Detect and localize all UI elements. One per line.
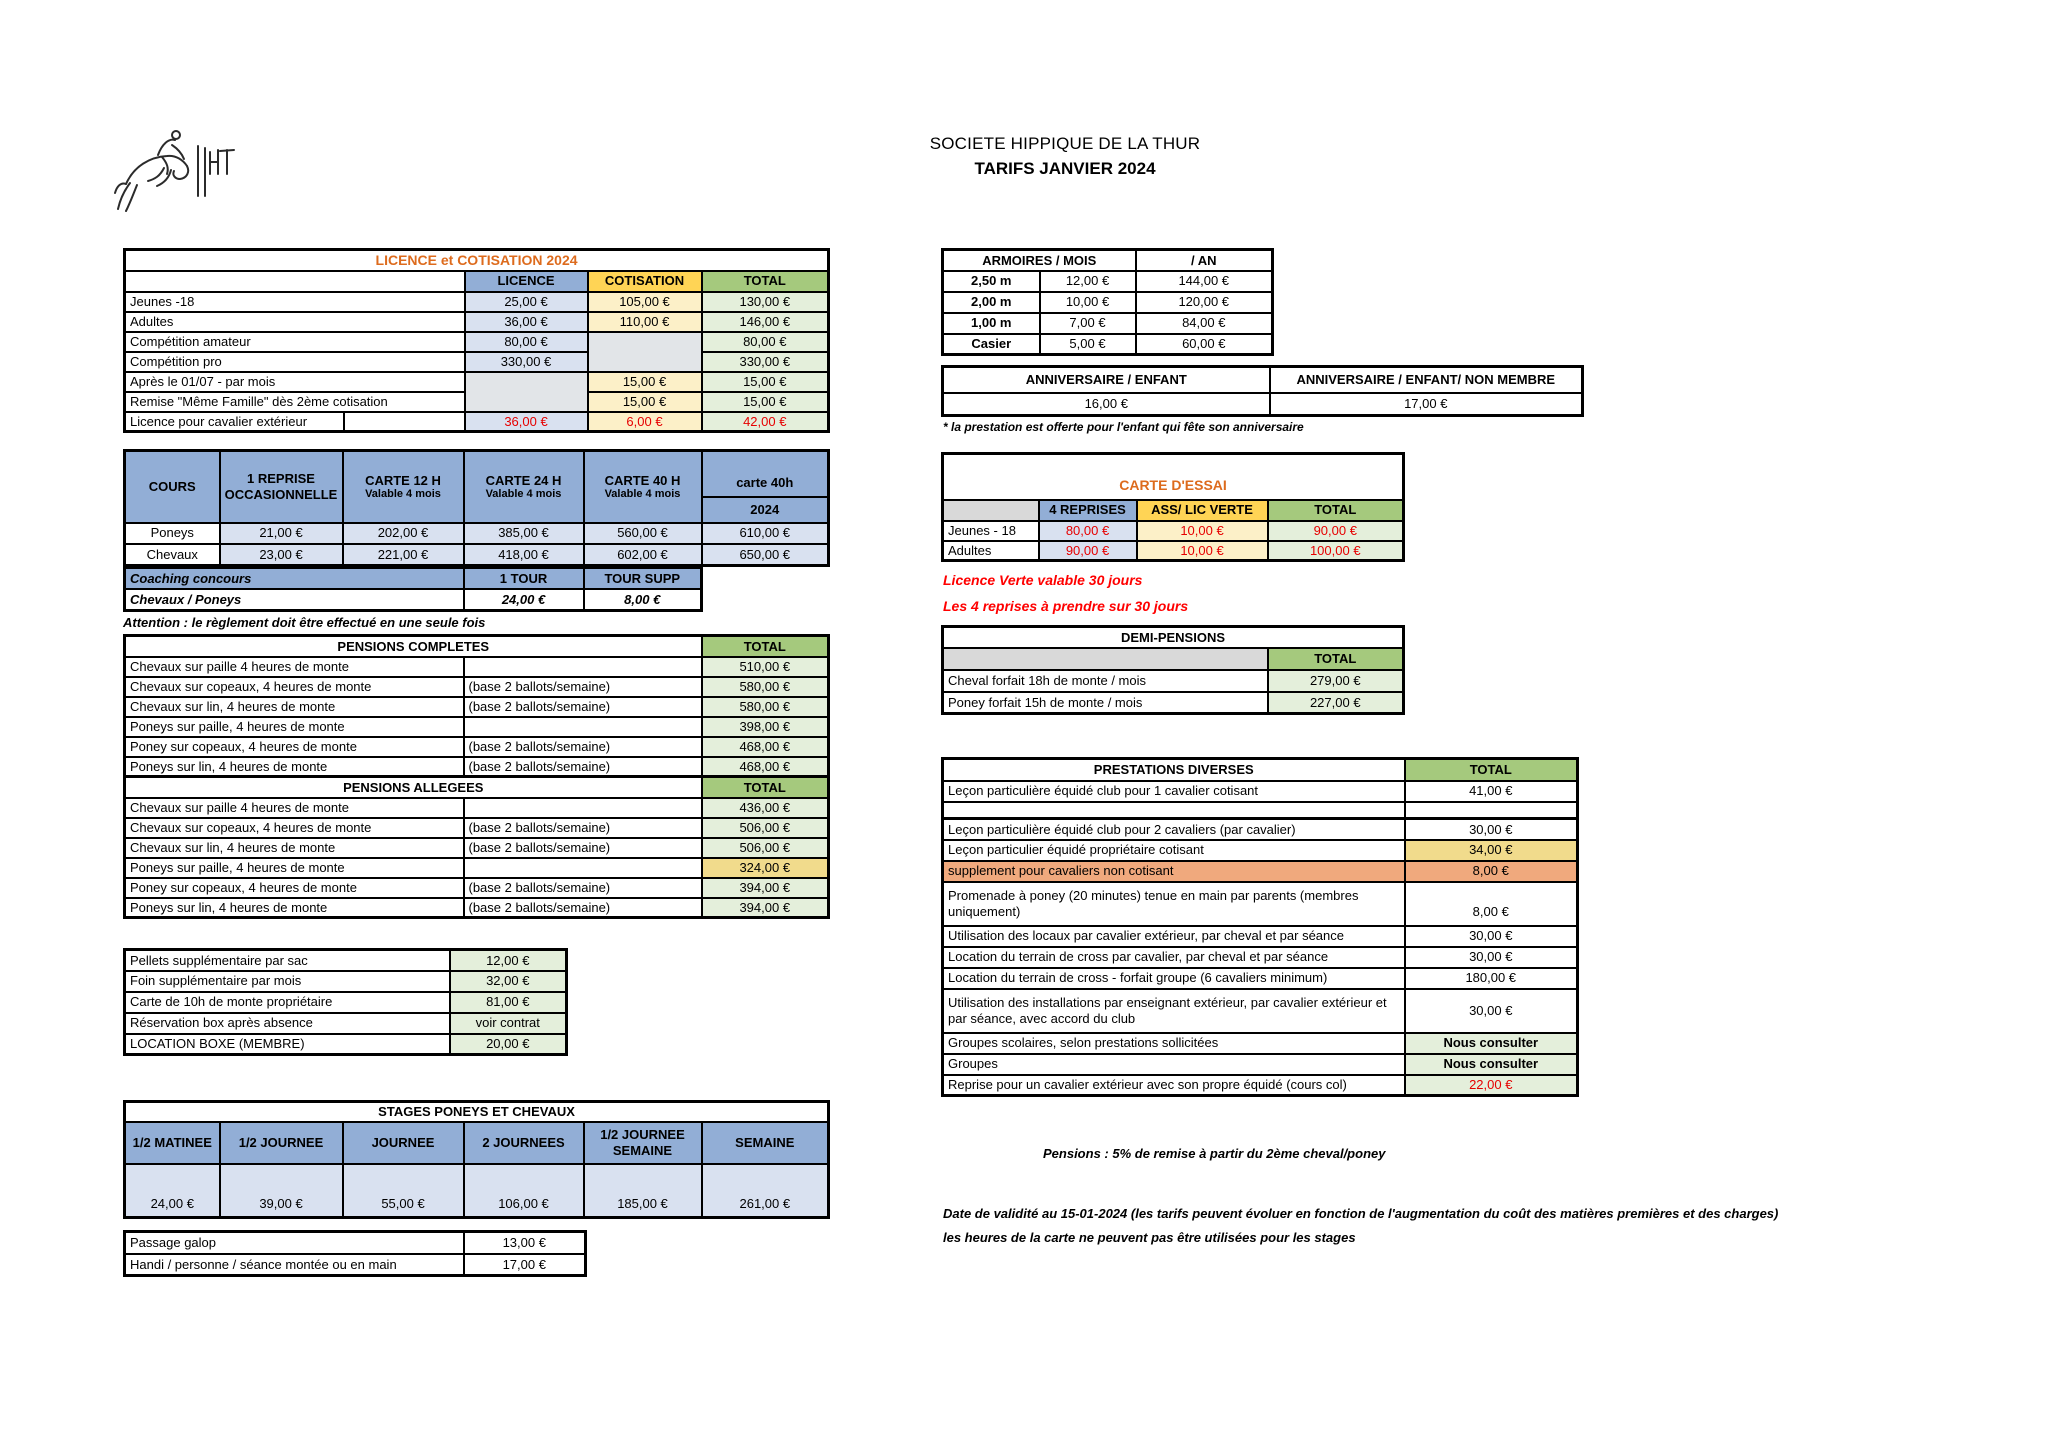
cours-table-cell: 418,00 € [464,544,584,566]
pensions-completes-table-cell [464,717,702,737]
pensions-allegees-table-cell [464,798,702,818]
coaching-concours-table [123,566,700,612]
supplements-table-cell: 81,00 € [450,992,567,1013]
armoires-table-cell: 144,00 € [1136,271,1273,292]
pensions-completes-table-cell: 510,00 € [702,657,829,677]
licence-cotisation-table-cell: 36,00 € [465,412,588,432]
pensions-allegees-table-cell: Chevaux sur copeaux, 4 heures de monte [125,818,464,838]
anniversaire-table-cell: ANNIVERSAIRE / ENFANT/ NON MEMBRE [1270,367,1583,393]
licence-cotisation-table-cell: 330,00 € [465,352,588,372]
stages-table-cell: STAGES PONEYS ET CHEVAUX [125,1102,829,1122]
demi-pensions-table-cell: Poney forfait 15h de monte / mois [943,692,1268,714]
prestations-diverses-table-cell: Nous consulter [1405,1033,1578,1054]
pensions-completes-table [123,634,827,778]
stages-table-cell: 1/2 JOURNEE SEMAINE [584,1122,702,1164]
carte-essai-table-cell: 90,00 € [1268,521,1404,541]
armoires-table-cell: 5,00 € [1040,334,1136,355]
pensions-completes-table-cell: (base 2 ballots/semaine) [464,697,702,717]
supplements-table [123,948,565,1056]
cours-table-cell: 202,00 € [343,523,464,544]
licence-cotisation-table-cell: Après le 01/07 - par mois [125,372,465,392]
document-header [850,134,1280,179]
pensions-allegees-table-cell: 394,00 € [702,878,829,898]
armoires-table-cell: Casier [943,334,1040,355]
supplements-table-cell: voir contrat [450,1013,567,1034]
cours-table [123,449,827,567]
prestations-diverses-table-cell: supplement pour cavaliers non cotisant [943,861,1405,882]
coaching-concours-table-cell: 24,00 € [464,589,584,611]
prestations-diverses-table-cell: Utilisation des locaux par cavalier extérieur, par cheval et par séance [943,926,1405,947]
licence-cotisation-table-cell [588,332,702,372]
carte-essai-table-cell: Jeunes - 18 [943,521,1039,541]
pensions-allegees-table-cell: Chevaux sur paille 4 heures de monte [125,798,464,818]
stages-table-cell: 39,00 € [220,1164,343,1218]
licence-cotisation-table-cell: 15,00 € [702,372,829,392]
prestations-diverses-table-cell: Leçon particulière équidé club pour 1 cavalier cotisant [943,781,1405,802]
licence-cotisation-table-cell: 146,00 € [702,312,829,332]
demi-pensions-table-cell: Cheval forfait 18h de monte / mois [943,670,1268,692]
pensions-completes-table-cell: 468,00 € [702,757,829,777]
supplements-table-cell: Foin supplémentaire par mois [125,971,450,992]
prestations-diverses-table-cell: Leçon particulière équidé club pour 2 cavaliers (par cavalier) [943,819,1405,840]
prestations-diverses-table-cell [943,802,1405,819]
armoires-table-cell: 120,00 € [1136,292,1273,313]
pensions-allegees-table-cell: (base 2 ballots/semaine) [464,818,702,838]
prestations-diverses-table-cell: 30,00 € [1405,819,1578,840]
pensions-allegees-table-cell: Poneys sur paille, 4 heures de monte [125,858,464,878]
licence-cotisation-table-cell: TOTAL [702,271,829,292]
carte-essai-table-cell: 10,00 € [1137,541,1268,561]
licence-cotisation-table-cell: Jeunes -18 [125,292,465,312]
supplements-table-cell: 12,00 € [450,950,567,971]
passage-galop-table-cell: Handi / personne / séance montée ou en main [125,1254,464,1276]
prestations-diverses-table-cell: 30,00 € [1405,926,1578,947]
cours-table-cell: 21,00 € [220,523,343,544]
reprises-30-jours-note: Les 4 reprises à prendre sur 30 jours [943,598,1189,614]
cours-table-cell: 560,00 € [584,523,702,544]
supplements-table-cell: LOCATION BOXE (MEMBRE) [125,1034,450,1055]
cours-table-cell: CARTE 12 H Valable 4 mois [343,451,464,523]
stages-table-cell: 55,00 € [343,1164,464,1218]
licence-cotisation-table-cell: 105,00 € [588,292,702,312]
prestations-diverses-table-cell: Groupes scolaires, selon prestations sollicitées [943,1033,1405,1054]
cours-table-cell: COURS [125,451,220,523]
carte-essai-table-cell: 90,00 € [1039,541,1137,561]
supplements-table-cell: Réservation box après absence [125,1013,450,1034]
horse-jumping-icon [112,124,242,219]
pensions-completes-table-cell: 398,00 € [702,717,829,737]
armoires-table-cell: 12,00 € [1040,271,1136,292]
prestations-diverses-table-cell: 34,00 € [1405,840,1578,861]
licence-cotisation-table-cell: 42,00 € [702,412,829,432]
stages-table-cell: 106,00 € [464,1164,584,1218]
organization-name: SOCIETE HIPPIQUE DE LA THUR [929,134,1201,153]
pensions-completes-table-cell: 468,00 € [702,737,829,757]
licence-cotisation-table-cell: 80,00 € [465,332,588,352]
licence-cotisation-table-cell: 36,00 € [465,312,588,332]
cours-table-cell: 385,00 € [464,523,584,544]
prestations-diverses-table-cell: Promenade à poney (20 minutes) tenue en main par parents (membres uniquement) [943,882,1405,926]
prestations-diverses-table-cell: TOTAL [1405,759,1578,781]
pensions-allegees-table-cell: TOTAL [702,777,829,798]
pensions-allegees-table [123,775,827,919]
prestations-diverses-table-cell: Groupes [943,1054,1405,1075]
prestations-diverses-table-cell [1405,802,1578,819]
cours-table-cell: 2024 [702,497,829,523]
licence-cotisation-table-cell: 110,00 € [588,312,702,332]
armoires-table-cell: 84,00 € [1136,313,1273,334]
cours-table-cell: Poneys [125,523,220,544]
prestations-diverses-table-cell: Leçon particulier équidé propriétaire cotisant [943,840,1405,861]
licence-cotisation-table-cell [465,372,588,412]
prestations-diverses-table [941,757,1576,1097]
pensions-completes-table-cell: Chevaux sur paille 4 heures de monte [125,657,464,677]
pensions-allegees-table-cell: (base 2 ballots/semaine) [464,878,702,898]
licence-cotisation-table-cell: Compétition pro [125,352,465,372]
prestations-diverses-table-cell: Location du terrain de cross par cavalier, par cheval et par séance [943,947,1405,968]
licence-cotisation-table [123,248,827,433]
supplements-table-cell: Pellets supplémentaire par sac [125,950,450,971]
stages-table-cell: 1/2 JOURNEE [220,1122,343,1164]
anniversaire-table-cell: 17,00 € [1270,393,1583,416]
cours-table-cell: 610,00 € [702,523,829,544]
cours-table-cell: CARTE 40 H Valable 4 mois [584,451,702,523]
supplements-table-cell: 20,00 € [450,1034,567,1055]
coaching-concours-table-cell: TOUR SUPP [584,568,702,589]
prestations-diverses-table-cell: PRESTATIONS DIVERSES [943,759,1405,781]
licence-cotisation-table-cell: 25,00 € [465,292,588,312]
armoires-table-cell: 2,50 m [943,271,1040,292]
cours-table-cell: 221,00 € [343,544,464,566]
cours-table-cell: 602,00 € [584,544,702,566]
pensions-allegees-table-cell: (base 2 ballots/semaine) [464,898,702,918]
carte-essai-table-cell: 4 REPRISES [1039,500,1137,521]
pensions-completes-table-cell: (base 2 ballots/semaine) [464,677,702,697]
demi-pensions-table-cell: 279,00 € [1268,670,1404,692]
licence-cotisation-table-cell [344,412,465,432]
coaching-concours-table-cell: 8,00 € [584,589,702,611]
pensions-completes-table-cell: Poneys sur paille, 4 heures de monte [125,717,464,737]
prestations-diverses-table-cell: Location du terrain de cross - forfait groupe (6 cavaliers minimum) [943,968,1405,989]
armoires-table [941,248,1271,356]
carte-essai-table-cell: CARTE D'ESSAI [943,454,1404,500]
pensions-allegees-table-cell: (base 2 ballots/semaine) [464,838,702,858]
prestations-diverses-table-cell: 8,00 € [1405,861,1578,882]
pensions-allegees-table-cell: Poneys sur lin, 4 heures de monte [125,898,464,918]
pensions-allegees-table-cell: Chevaux sur lin, 4 heures de monte [125,838,464,858]
stages-table-cell: JOURNEE [343,1122,464,1164]
pensions-allegees-table-cell: PENSIONS ALLEGEES [125,777,702,798]
supplements-table-cell: 32,00 € [450,971,567,992]
cours-table-cell: carte 40h [702,451,829,497]
cours-table-cell: Chevaux [125,544,220,566]
licence-cotisation-table-cell: Compétition amateur [125,332,465,352]
armoires-table-cell: 10,00 € [1040,292,1136,313]
prestations-diverses-table-cell: Utilisation des installations par enseignant extérieur, par cavalier extérieur et par séance, avec accord du club [943,989,1405,1033]
attention-note: Attention : le règlement doit être effectué en une seule fois [123,615,486,630]
armoires-table-cell: 7,00 € [1040,313,1136,334]
prestations-diverses-table-cell: 22,00 € [1405,1075,1578,1096]
demi-pensions-table-cell: DEMI-PENSIONS [943,627,1404,648]
stages-table-cell: 2 JOURNEES [464,1122,584,1164]
anniversaire-note: * la prestation est offerte pour l'enfant qui fête son anniversaire [943,420,1304,434]
licence-cotisation-table-cell: 6,00 € [588,412,702,432]
pensions-completes-table-cell: Poney sur copeaux, 4 heures de monte [125,737,464,757]
pensions-completes-table-cell: 580,00 € [702,697,829,717]
stages-table-cell: 1/2 MATINEE [125,1122,220,1164]
pensions-completes-table-cell: Chevaux sur copeaux, 4 heures de monte [125,677,464,697]
licence-cotisation-table-cell: 80,00 € [702,332,829,352]
stages-table [123,1100,827,1219]
armoires-table-cell: ARMOIRES / MOIS [943,250,1136,271]
licence-cotisation-table-cell: LICENCE [465,271,588,292]
club-logo [112,124,242,224]
pensions-allegees-table-cell: 506,00 € [702,818,829,838]
pensions-completes-table-cell: Poneys sur lin, 4 heures de monte [125,757,464,777]
validite-note: Date de validité au 15-01-2024 (les tarifs peuvent évoluer en fonction de l'augmentation du coût des matières premières et des charges) [943,1206,1779,1221]
pensions-allegees-table-cell: 394,00 € [702,898,829,918]
licence-cotisation-table-cell: 15,00 € [588,392,702,412]
carte-essai-table-cell: 10,00 € [1137,521,1268,541]
stages-table-cell: SEMAINE [702,1122,829,1164]
licence-cotisation-table-cell: COTISATION [588,271,702,292]
passage-galop-table [123,1230,584,1277]
prestations-diverses-table-cell: Nous consulter [1405,1054,1578,1075]
carte-essai-table-cell: Adultes [943,541,1039,561]
stages-table-cell: 185,00 € [584,1164,702,1218]
carte-essai-table-cell: ASS/ LIC VERTE [1137,500,1268,521]
licence-cotisation-table-cell: 330,00 € [702,352,829,372]
licence-cotisation-table-cell: LICENCE et COTISATION 2024 [125,250,829,271]
demi-pensions-table-cell [943,648,1268,670]
coaching-concours-table-cell: Chevaux / Poneys [125,589,464,611]
anniversaire-table-cell: 16,00 € [943,393,1270,416]
demi-pensions-table-cell: 227,00 € [1268,692,1404,714]
pensions-allegees-table-cell: Poney sur copeaux, 4 heures de monte [125,878,464,898]
pensions-completes-table-cell: TOTAL [702,636,829,657]
carte-essai-table-cell: TOTAL [1268,500,1404,521]
armoires-table-cell: / AN [1136,250,1273,271]
licence-verte-note: Licence Verte valable 30 jours [943,572,1143,588]
tarifs-title: TARIFS JANVIER 2024 [974,159,1156,178]
cours-table-cell: 23,00 € [220,544,343,566]
pensions-completes-table-cell: (base 2 ballots/semaine) [464,757,702,777]
anniversaire-table-cell: ANNIVERSAIRE / ENFANT [943,367,1270,393]
prestations-diverses-table-cell: Reprise pour un cavalier extérieur avec son propre équidé (cours col) [943,1075,1405,1096]
prestations-diverses-table-cell: 30,00 € [1405,989,1578,1033]
pensions-completes-table-cell [464,657,702,677]
anniversaire-table [941,365,1581,417]
prestations-diverses-table-cell: 30,00 € [1405,947,1578,968]
licence-cotisation-table-cell: 130,00 € [702,292,829,312]
stages-table-cell: 261,00 € [702,1164,829,1218]
pensions-allegees-table-cell: 506,00 € [702,838,829,858]
armoires-table-cell: 60,00 € [1136,334,1273,355]
prestations-diverses-table-cell: 41,00 € [1405,781,1578,802]
passage-galop-table-cell: 13,00 € [464,1232,586,1254]
coaching-concours-table-cell: Coaching concours [125,568,464,589]
pensions-completes-table-cell: PENSIONS COMPLETES [125,636,702,657]
pensions-allegees-table-cell [464,858,702,878]
pensions-completes-table-cell: 580,00 € [702,677,829,697]
cours-table-cell: CARTE 24 H Valable 4 mois [464,451,584,523]
prestations-diverses-table-cell: 180,00 € [1405,968,1578,989]
passage-galop-table-cell: Passage galop [125,1232,464,1254]
licence-cotisation-table-cell [125,271,465,292]
demi-pensions-table [941,625,1402,715]
licence-cotisation-table-cell: Adultes [125,312,465,332]
cours-table-cell: 1 REPRISE OCCASIONNELLE [220,451,343,523]
licence-cotisation-table-cell: Remise "Même Famille" dès 2ème cotisation [125,392,465,412]
carte-essai-table-cell: 100,00 € [1268,541,1404,561]
licence-cotisation-table-cell: Licence pour cavalier extérieur [125,412,344,432]
carte-essai-table [941,452,1402,562]
cours-table-cell: 650,00 € [702,544,829,566]
supplements-table-cell: Carte de 10h de monte propriétaire [125,992,450,1013]
armoires-table-cell: 2,00 m [943,292,1040,313]
prestations-diverses-table-cell: 8,00 € [1405,882,1578,926]
licence-cotisation-table-cell: 15,00 € [588,372,702,392]
demi-pensions-table-cell: TOTAL [1268,648,1404,670]
carte-stages-note: les heures de la carte ne peuvent pas être utilisées pour les stages [943,1230,1356,1245]
coaching-concours-table-cell: 1 TOUR [464,568,584,589]
carte-essai-table-cell [943,500,1039,521]
carte-essai-table-cell: 80,00 € [1039,521,1137,541]
pensions-allegees-table-cell: 436,00 € [702,798,829,818]
licence-cotisation-table-cell: 15,00 € [702,392,829,412]
passage-galop-table-cell: 17,00 € [464,1254,586,1276]
armoires-table-cell: 1,00 m [943,313,1040,334]
pensions-completes-table-cell: (base 2 ballots/semaine) [464,737,702,757]
pensions-allegees-table-cell: 324,00 € [702,858,829,878]
stages-table-cell: 24,00 € [125,1164,220,1218]
pensions-completes-table-cell: Chevaux sur lin, 4 heures de monte [125,697,464,717]
pensions-remise-note: Pensions : 5% de remise à partir du 2ème cheval/poney [1043,1146,1386,1161]
